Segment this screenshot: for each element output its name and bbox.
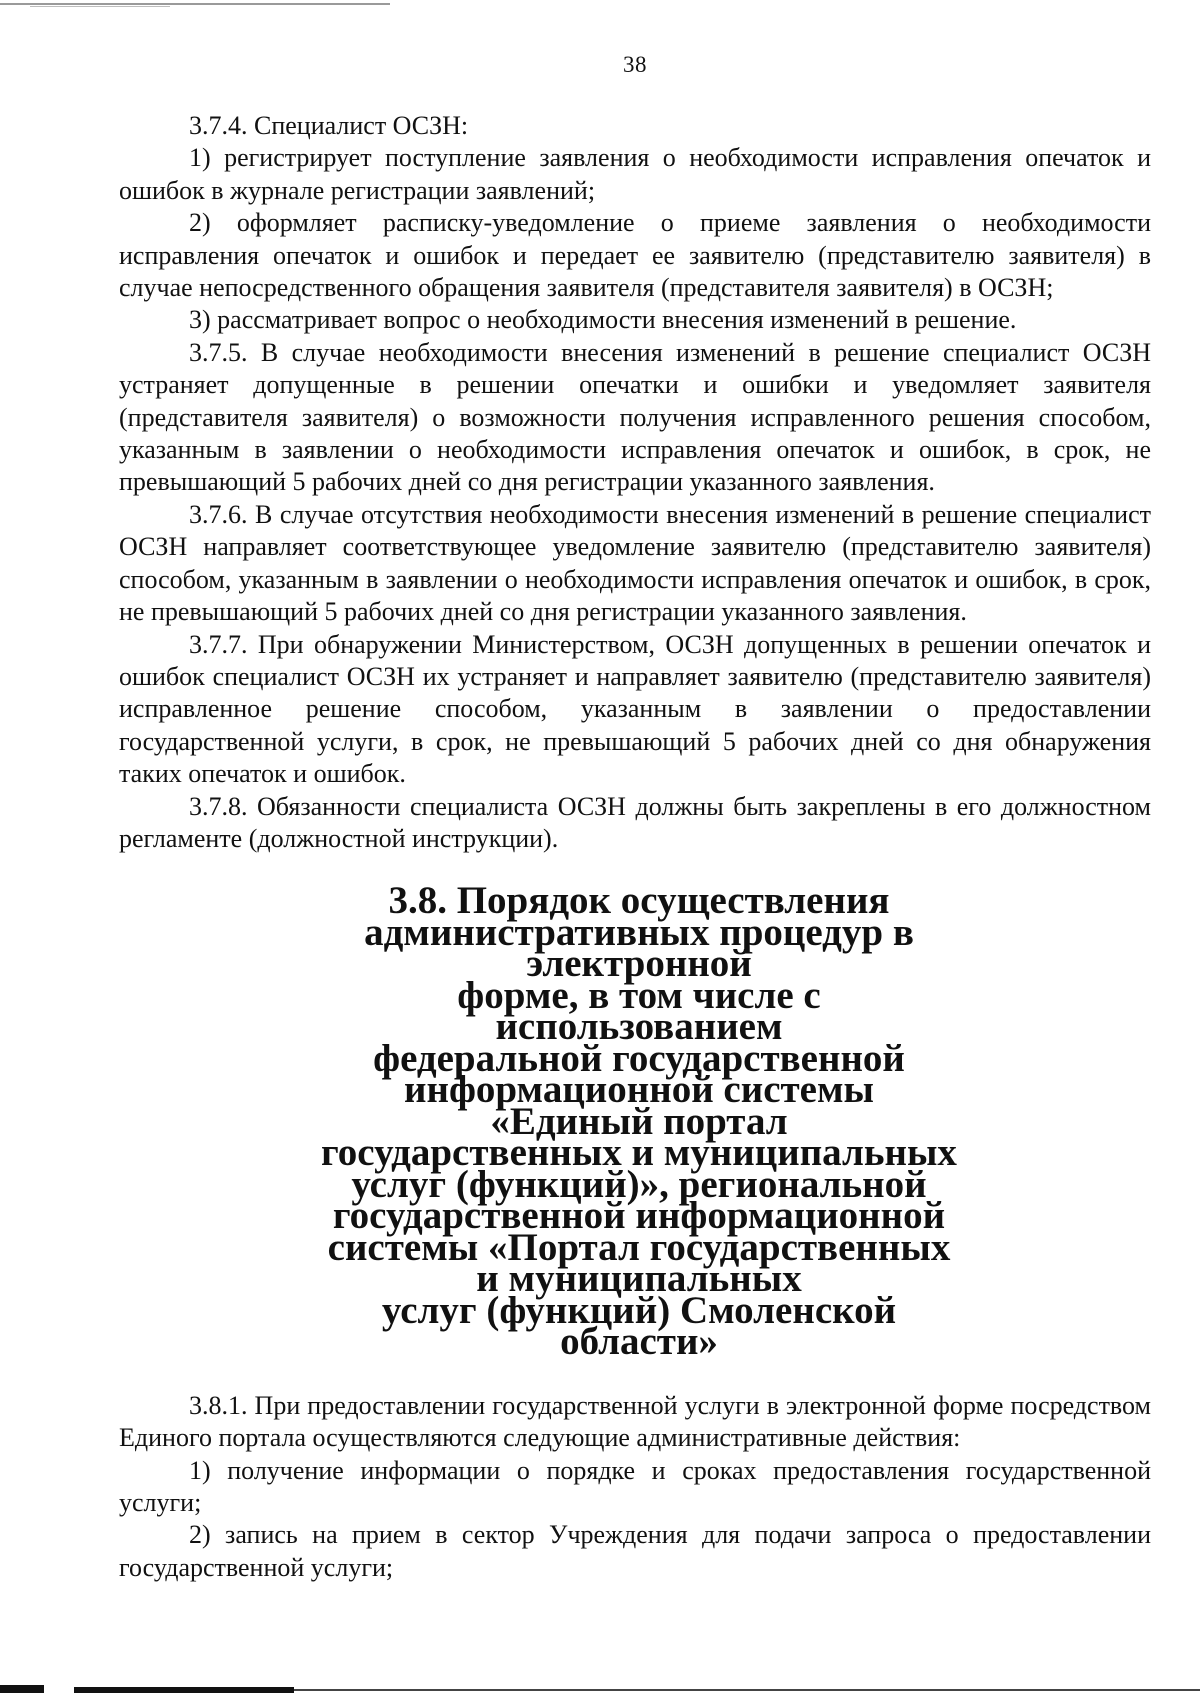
document-body — [119, 110, 1151, 1584]
scan-bottom-edge-line — [294, 1689, 1200, 1691]
heading-line: услуг (функций) Смоленской области» — [381, 1288, 897, 1364]
heading-line: системы «Портал государственных — [327, 1225, 951, 1269]
paragraph-3-7-7: 3.7.7. При обнаружении Министерством, ОСЗН допущенных в решении опечаток и ошибок специалист ОСЗН их устраняет и направляет заявителю (представителю заявителя) исправленное решение способом, указанным в заявлении о предоставлении государственной услуги, в срок, не превышающий 5 рабочих дней со дня обнаружения таких опечаток и ошибок. — [119, 629, 1151, 789]
scan-bottom-edge-mark-left — [0, 1685, 44, 1693]
heading-line: и муниципальных — [476, 1257, 802, 1301]
paragraph-3-8-1-item-1: 1) получение информации о порядке и сроках предоставления государственной услуги; — [119, 1455, 1151, 1518]
heading-line: услуг (функций)», региональной — [351, 1162, 927, 1206]
paragraph-item-1: 1) регистрирует поступление заявления о необходимости исправления опечаток и ошибок в журнале регистрации заявлений; — [119, 143, 1151, 205]
heading-line: административных процедур в электронной — [364, 910, 914, 986]
paragraph-3-8-1-item-2: 2) запись на прием в сектор Учреждения для подачи запроса о предоставлении государственной услуги; — [119, 1520, 1151, 1582]
scan-bottom-edge-mark — [74, 1687, 294, 1693]
heading-line: информационной системы «Единый портал — [404, 1068, 874, 1143]
paragraph-3-7-5: 3.7.5. В случае необходимости внесения изменений в решение специалист ОСЗН устраняет допущенные в решении опечатки и ошибки и уведомляет заявителя (представителя заявителя) о возможности получения исправленного решения способом, указанным в заявлении о необходимости исправления опечаток и ошибок, в срок, не превышающий 5 рабочих дней со дня регистрации указанного заявления. — [119, 337, 1151, 497]
paragraph-3-7-6: 3.7.6. В случае отсутствия необходимости внесения изменений в решение специалист ОСЗН направляет соответствующее уведомление заявителю (представителю заявителя) способом, указанным в заявлении о необходимости исправления опечаток и ошибок, в срок, не превышающий 5 рабочих дней со дня регистрации указанного заявления. — [119, 499, 1151, 627]
paragraph-item-2: 2) оформляет расписку-уведомление о приеме заявления о необходимости исправления опечаток и ошибок и передает ее заявителю (представителю заявителя) в случае непосредственного обращения заявителя (представителя заявителя) в ОСЗН; — [119, 208, 1151, 303]
heading-line: форме, в том числе с использованием — [457, 973, 821, 1049]
scan-top-edge-mark — [0, 3, 390, 5]
heading-line: государственных и муниципальных — [321, 1131, 957, 1175]
paragraph-item-3: 3) рассматривает вопрос о необходимости внесения изменений в решение. — [189, 305, 1017, 335]
heading-line: федеральной государственной — [373, 1036, 905, 1080]
paragraph-3-7-8: 3.7.8. Обязанности специалиста ОСЗН должны быть закреплены в его должностном регламенте (должностной инструкции). — [119, 791, 1151, 853]
paragraph-3-7-4: 3.7.4. Специалист ОСЗН: — [189, 111, 469, 140]
section-heading-3-8 — [319, 879, 959, 1364]
heading-line: 3.8. Порядок осуществления — [388, 879, 890, 923]
heading-line: государственной информационной — [332, 1194, 946, 1238]
page-number: 38 — [623, 52, 647, 77]
paragraph-3-8-1: 3.8.1. При предоставлении государственной услуги в электронной форме посредством Единого портала осуществляются следующие административные действия: — [119, 1390, 1151, 1453]
scan-top-edge-mark-secondary — [30, 6, 170, 7]
